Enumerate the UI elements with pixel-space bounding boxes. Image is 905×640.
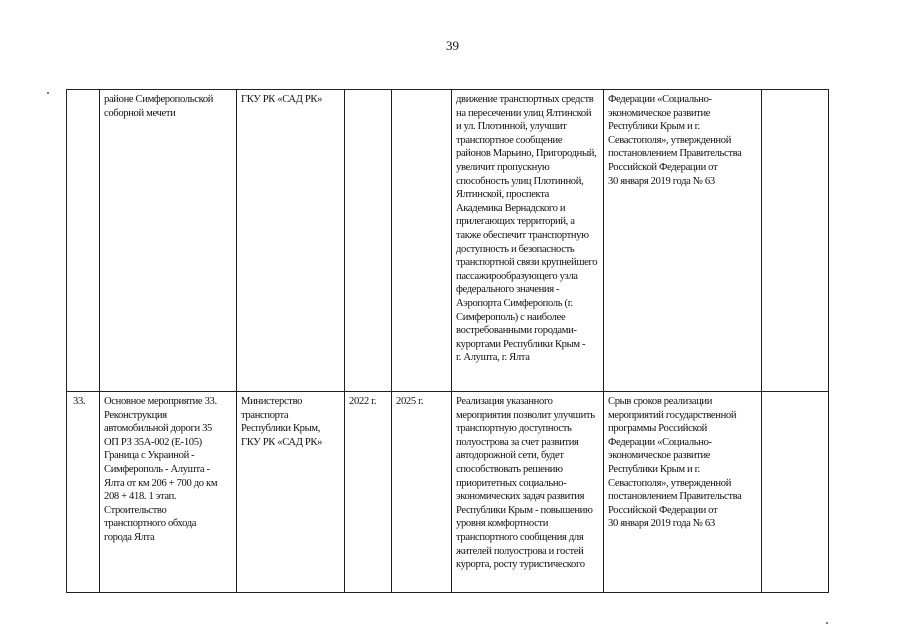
measure-cell <box>100 90 237 392</box>
end-year: 2025 г. <box>396 396 424 407</box>
table-row <box>67 90 829 392</box>
start-year-cell <box>345 90 392 392</box>
consequences-text: Федерации «Социально- экономическое развитие Республики Крым и г. Севастополя», утвержденной постановлением Правительства Российской Федерации от 30 января 2019 года № 63 <box>608 94 742 187</box>
measure-text: Основное мероприятие 33. Реконструкция автомобильной дороги 35 ОП РЗ 35А-002 (Е-105) Граница с Украиной - Симферополь - Алушта - Ялта от км 206 + 700 до км 208 + 418. 1 этап. Строительство транспортного обхода города Ялта <box>104 396 218 543</box>
measure-text: районе Симферопольской соборной мечети <box>104 94 214 119</box>
measure-cell <box>100 392 237 593</box>
consequences-text: Срыв сроков реализации мероприятий государственной программы Российской Федерации «Социально- экономическое развитие Республики Крым и г. Севастополя», утвержденной постановлением Правительства Российской Федерации от 30 января 2019 года № 63 <box>608 396 742 530</box>
executor-text: Министерство транспорта Республики Крым, ГКУ РК «САД РК» <box>241 396 323 448</box>
executor-text: ГКУ РК «САД РК» <box>241 94 323 105</box>
end-year-cell <box>392 90 452 392</box>
links-cell <box>762 90 829 392</box>
result-text: Реализация указанного мероприятия позволит улучшить транспортную доступность полуострова за счет развития автодорожной сети, будет способствовать решению приоритетных социально- экономических задач развития Республики Крым - повышению уровня комфортности транспортного сообщения для жителей полуострова и гостей курорта, росту туристического <box>456 396 595 571</box>
consequences-cell <box>604 392 762 593</box>
measures-table <box>66 89 829 593</box>
row-number-cell <box>67 90 100 392</box>
consequences-cell <box>604 90 762 392</box>
result-text: движение транспортных средств на пересечении улиц Ялтинской и ул. Плотинной, улучшит транспортное сообщение районов Марьино, Пригородный, увеличит пропускную способность улиц Плотинной, Ялтинской, проспекта Академика Вернадского и прилегающих территорий, а также обеспечит транспортную доступность и безопасность транспортной связи крупнейшего пассажирообразующего узла федерального значения - Аэропорта Симферополь (г. Симферополь) с наиболее востребованными городами- курортами Республики Крым - г. Алушта, г. Ялта <box>456 94 598 364</box>
result-cell <box>452 90 604 392</box>
row-number: 33. <box>73 396 86 407</box>
scan-speck <box>47 92 49 94</box>
row-number-cell <box>67 392 100 593</box>
executor-cell <box>237 90 345 392</box>
links-cell <box>762 392 829 593</box>
scan-speck <box>826 622 828 624</box>
start-year-cell <box>345 392 392 593</box>
result-cell <box>452 392 604 593</box>
start-year: 2022 г. <box>349 396 377 407</box>
executor-cell <box>237 392 345 593</box>
end-year-cell <box>392 392 452 593</box>
table-row <box>67 392 829 593</box>
page-number: 39 <box>446 38 459 53</box>
